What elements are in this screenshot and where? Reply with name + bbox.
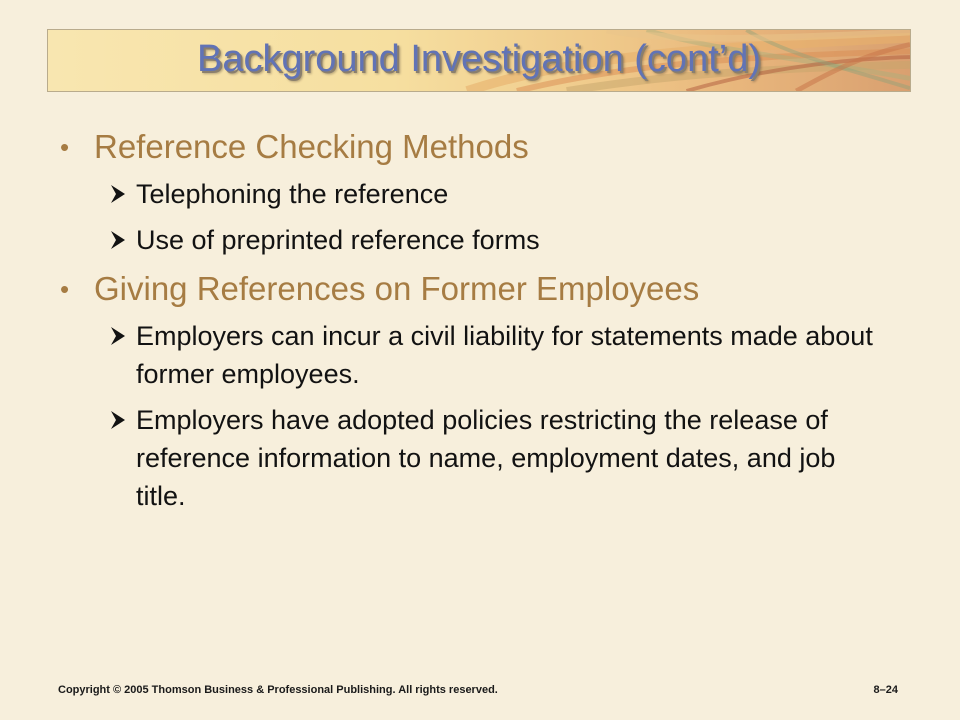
arrow-bullet-icon — [108, 409, 128, 431]
arrow-bullet-icon — [108, 325, 128, 347]
footer-page-number: 8–24 — [873, 684, 898, 696]
bullet-dot-icon: • — [60, 274, 70, 304]
bullet-text: Reference Checking Methods — [94, 128, 529, 165]
footer-copyright: Copyright © 2005 Thomson Business & Professional Publishing. All rights reserved. — [58, 684, 498, 696]
sub-bullet-preprinted-forms — [58, 221, 878, 259]
sub-bullet-text: Employers have adopted policies restricting the release of reference information to name, employment dates, and job title. — [136, 405, 836, 511]
slide-content — [58, 125, 878, 523]
sub-bullet-text: Telephoning the reference — [136, 179, 449, 209]
bullet-text: Giving References on Former Employees — [94, 270, 700, 307]
title-banner — [47, 29, 911, 92]
sub-bullet-civil-liability — [58, 317, 878, 393]
bullet-giving-references — [58, 267, 878, 311]
sub-bullet-text: Employers can incur a civil liability for statements made about former employees. — [136, 321, 873, 389]
bullet-reference-checking — [58, 125, 878, 169]
sub-bullet-telephoning — [58, 175, 878, 213]
sub-bullet-text: Use of preprinted reference forms — [136, 225, 540, 255]
bullet-dot-icon: • — [60, 132, 70, 162]
sub-bullet-restricting-policies — [58, 401, 878, 515]
slide-title: Background Investigation (cont’d) — [197, 38, 761, 80]
arrow-bullet-icon — [108, 229, 128, 251]
arrow-bullet-icon — [108, 183, 128, 205]
